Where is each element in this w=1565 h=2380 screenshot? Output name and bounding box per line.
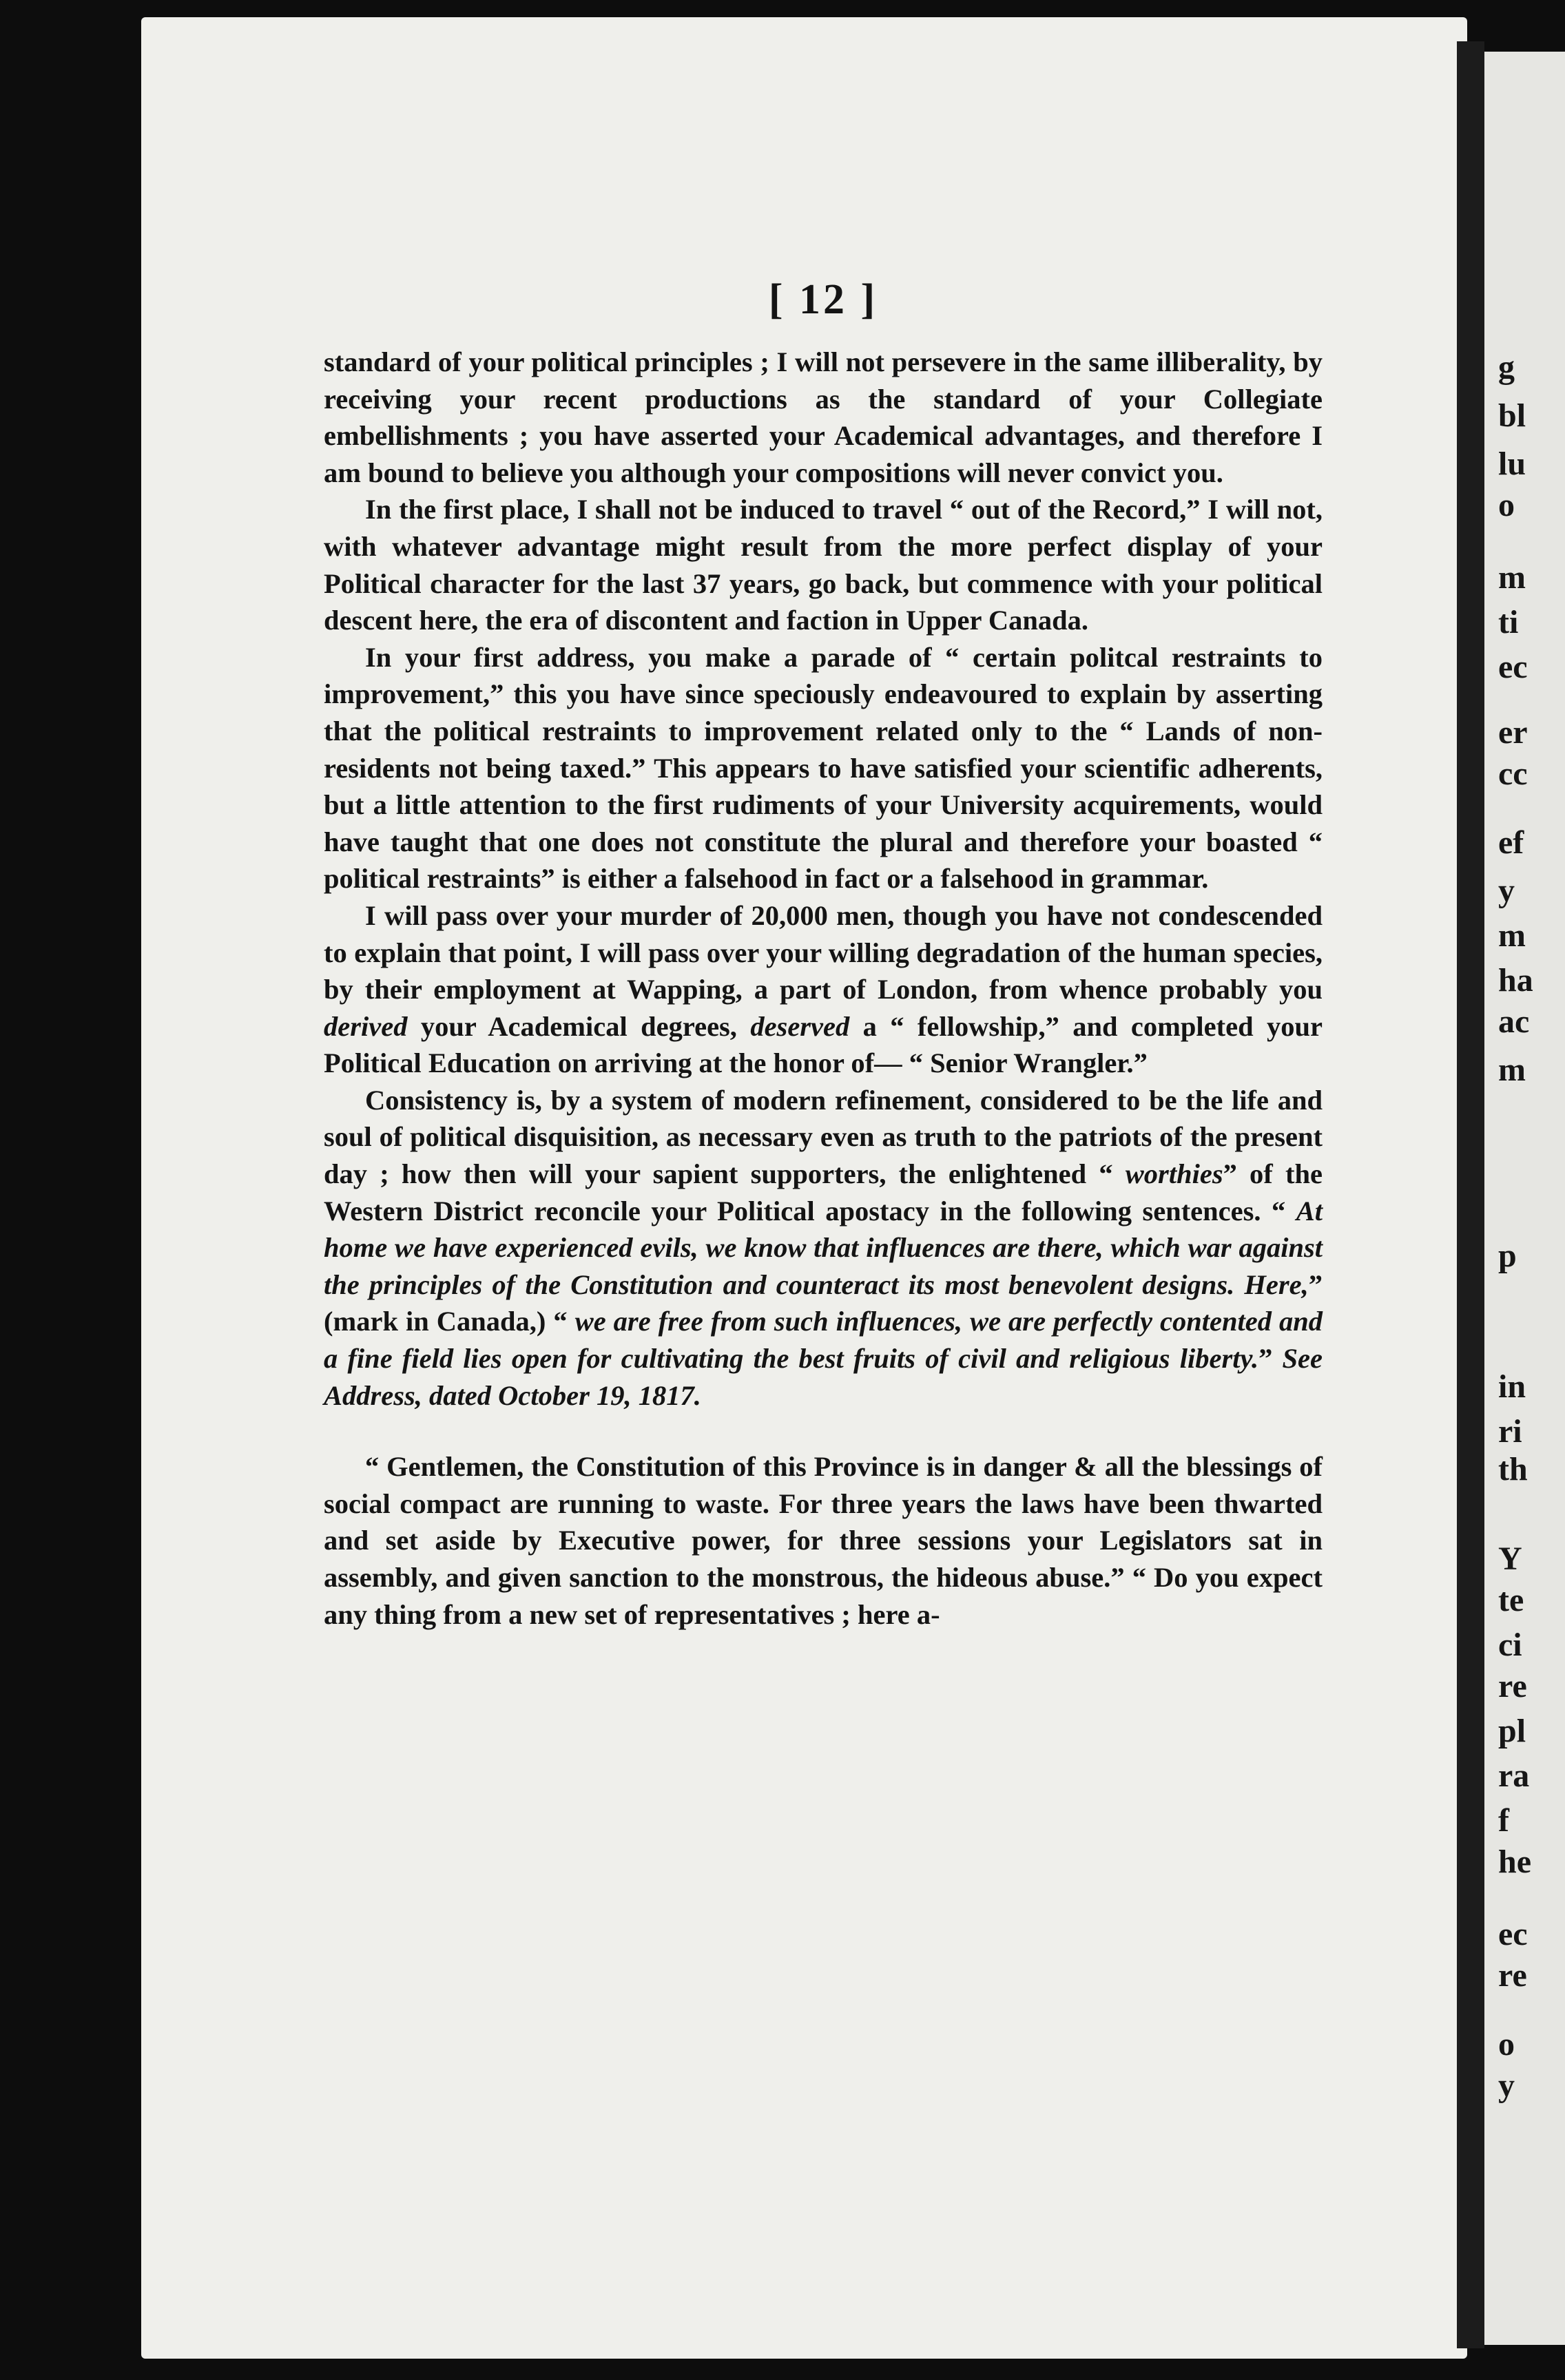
text-run: ”	[1258, 1343, 1283, 1375]
italic-text: we are free from such influences, we are perfectly contented and a fine field lies open for cultivating the best fruits of civil and religious liberty.	[324, 1306, 1323, 1375]
italic-text: At home we have experienced evils, we know that influences are there, which war against the principles of the Constitution and counteract its most benevolent designs. Here,	[324, 1195, 1323, 1300]
facing-page-fragment: ra	[1498, 1757, 1530, 1794]
book-spine	[1457, 41, 1484, 2348]
text-run: ” (mark in Canada,) “	[324, 1269, 1323, 1337]
italic-text: deserved	[750, 1010, 850, 1042]
text-run: Consistency is, by a system of modern refinement, considered to be the life and soul of political disquisition, as necessary even as truth to the patriots of the present day ; how then will your sapient supporters, the enlightened “	[324, 1084, 1323, 1190]
facing-page-fragment: y	[1498, 2067, 1515, 2104]
facing-page-fragment: ef	[1498, 824, 1524, 861]
text-run: a “ fellowship,” and completed your Political Education on arriving at the honor of— “ Senior Wrangler.”	[324, 1010, 1323, 1079]
text-run: your Academical degrees,	[407, 1010, 751, 1042]
page-number: [ 12 ]	[768, 276, 878, 323]
facing-page-fragment: re	[1498, 1957, 1527, 1994]
italic-text: See Address, dated October 19, 1817.	[324, 1343, 1323, 1411]
paragraph	[324, 344, 1323, 491]
facing-page-fragment: bl	[1498, 397, 1526, 434]
facing-page-fragment: g	[1498, 349, 1515, 386]
facing-page-fragment: ti	[1498, 604, 1519, 640]
facing-page-fragment: y	[1498, 873, 1515, 909]
facing-page-fragment: m	[1498, 1052, 1526, 1088]
facing-page-fragment: er	[1498, 714, 1528, 751]
facing-page-fragment: re	[1498, 1668, 1527, 1704]
facing-page-fragment: ac	[1498, 1003, 1530, 1040]
text-run: I will pass over your murder of 20,000 men, though you have not condescended to explain that point, I will pass over your willing degradation of the human species, by their employment at Wapping, a part of London, from whence probably you	[324, 899, 1323, 1005]
facing-page-fragment: in	[1498, 1368, 1526, 1405]
facing-page-fragment: ha	[1498, 962, 1533, 999]
facing-page-fragment: he	[1498, 1844, 1531, 1880]
facing-page-fragment: ec	[1498, 1916, 1528, 1952]
text-run: In your first address, you make a parade of “ certain politcal restraints to improvement,” this you have since speciously endeavoured to explain by asserting that the political restraints to improvement related only to the “ Lands of non-residents not being taxed.” This appears to have satisfied your scientific adherents, but a little attention to the first rudiments of your University acquirements, would have taught that one does not constitute the plural and therefore your boasted “ political restraints” is either a falsehood in fact or a falsehood in grammar.	[324, 641, 1323, 895]
facing-page-fragment: cc	[1498, 755, 1528, 792]
facing-page-fragment: f	[1498, 1802, 1509, 1839]
facing-page-fragment: Y	[1498, 1541, 1522, 1577]
paragraph	[324, 897, 1323, 1082]
text-run: ” of the Western District reconcile your Political apostacy in the following sentences. “	[324, 1158, 1323, 1226]
facing-page-fragment: ec	[1498, 649, 1528, 685]
italic-text: derived	[324, 1010, 408, 1042]
facing-page-fragment: pl	[1498, 1713, 1526, 1749]
text-run: standard of your political principles ; I will not persevere in the same illiberality, by receiving your recent productions as the standard of your Collegiate embellishments ; you have asserted your Academical advantages, and therefore I am bound to believe you although your compositions will never convict you.	[324, 346, 1323, 488]
facing-page-fragment: m	[1498, 917, 1526, 954]
facing-page-fragment: th	[1498, 1451, 1528, 1488]
body-text	[324, 344, 1323, 1633]
text-run: In the first place, I shall not be induced to travel “ out of the Record,” I will not, with whatever advantage might result from the more perfect display of your Political character for the last 37 years, go back, but commence with your political descent here, the era of discontent and faction in Upper Canada.	[324, 494, 1323, 636]
facing-page-edge	[1484, 52, 1565, 2345]
facing-page-fragment: m	[1498, 559, 1526, 596]
facing-page-fragment: o	[1498, 2026, 1515, 2063]
paragraph	[324, 1448, 1323, 1633]
facing-page-fragment: lu	[1498, 446, 1526, 482]
facing-page-fragment: te	[1498, 1582, 1524, 1618]
facing-page-fragment: o	[1498, 487, 1515, 523]
italic-text: worthies	[1125, 1158, 1223, 1190]
paragraph	[324, 491, 1323, 638]
text-run: “ Gentlemen, the Constitution of this Province is in danger & all the blessings of social compact are running to waste. For three years the laws have been thwarted and set aside by Executive power, for three sessions your Legislators sat in assembly, and given sanction to the monstrous, the hideous abuse.” “ Do you expect any thing from a new set of representatives ; here a-	[324, 1451, 1323, 1630]
facing-page-fragment: p	[1498, 1238, 1517, 1274]
paragraph	[324, 639, 1323, 897]
facing-page-fragment: ci	[1498, 1627, 1522, 1663]
page-text	[324, 275, 1323, 1633]
paragraph	[324, 1082, 1323, 1414]
facing-page-fragment: ri	[1498, 1413, 1522, 1450]
